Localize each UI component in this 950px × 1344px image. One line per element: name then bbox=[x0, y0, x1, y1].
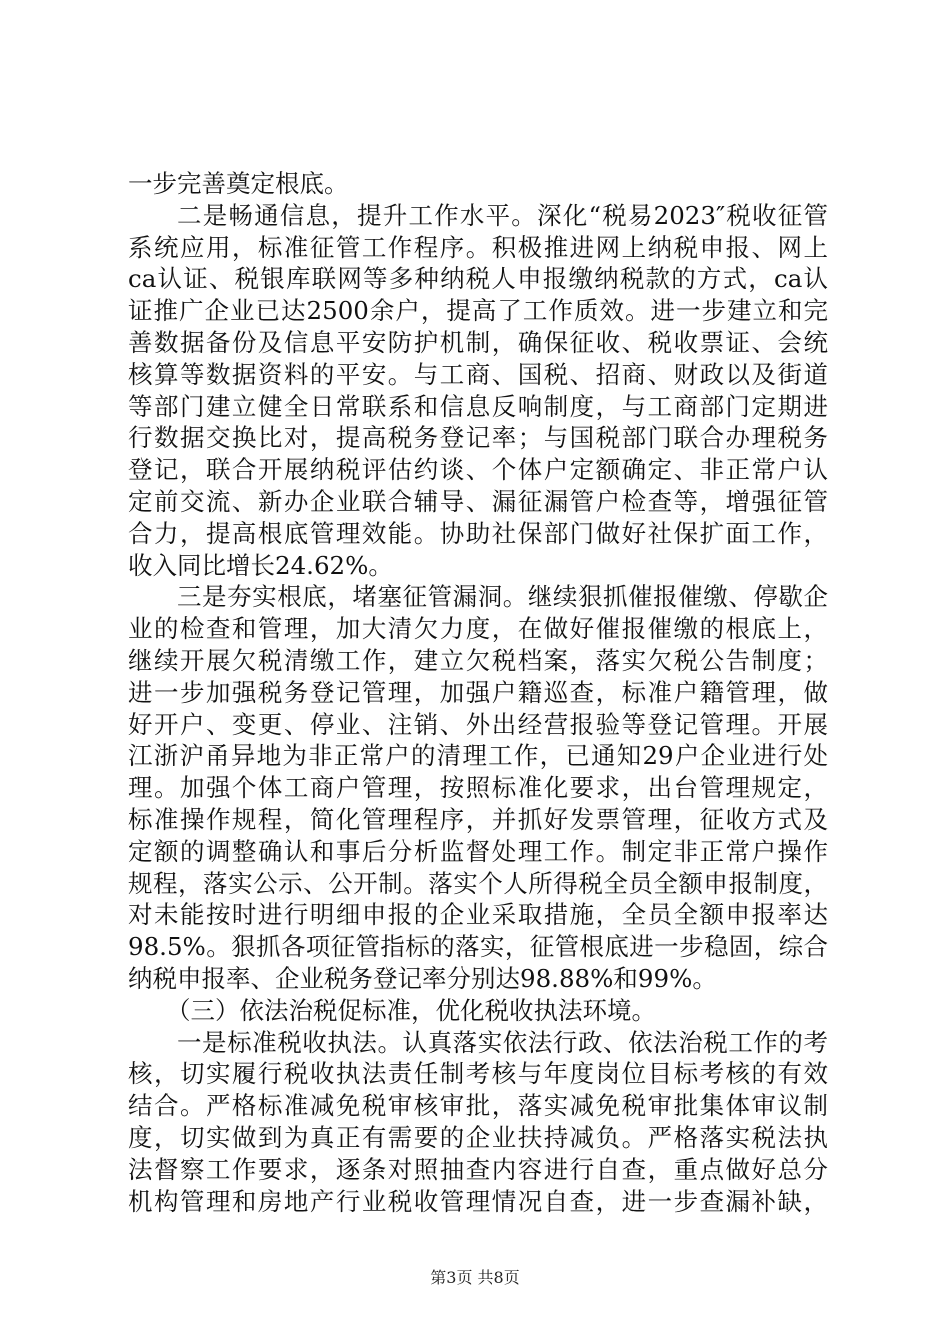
text-line: 好开户、变更、停业、注销、外出经营报验等登记管理。开展 bbox=[128, 709, 828, 739]
text-line: 继续开展欠税清缴工作，建立欠税档案，落实欠税公告制度； bbox=[128, 645, 828, 675]
text-line: 系统应用，标准征管工作程序。积极推进网上纳税申报、网上 bbox=[128, 232, 828, 262]
text-line: 法督察工作要求，逐条对照抽查内容进行自查，重点做好总分 bbox=[128, 1154, 828, 1184]
text-line: 度，切实做到为真正有需要的企业扶持减负。严格落实税法执 bbox=[128, 1122, 828, 1152]
text-line: 合力，提高根底管理效能。协助社保部门做好社保扩面工作， bbox=[128, 518, 828, 548]
document-body bbox=[128, 168, 828, 1217]
text-line: 定额的调整确认和事后分析监督处理工作。制定非正常户操作 bbox=[128, 836, 828, 866]
text-line: 三是夯实根底，堵塞征管漏洞。继续狠抓催报催缴、停歇企 bbox=[177, 582, 828, 612]
text-line: 收入同比增长24.62%。 bbox=[128, 550, 393, 580]
text-line: 结合。严格标准减免税审核审批，落实减免税审批集体审议制 bbox=[128, 1091, 828, 1121]
page-footer: 第3页 共8页 bbox=[430, 1268, 520, 1287]
text-line: 对未能按时进行明细申报的企业采取措施，全员全额申报率达 bbox=[128, 900, 828, 930]
text-line: 核算等数据资料的平安。与工商、国税、招商、财政以及街道 bbox=[128, 359, 828, 389]
text-line: 行数据交换比对，提高税务登记率；与国税部门联合办理税务 bbox=[128, 423, 828, 453]
text-line: 江浙沪甬异地为非正常户的清理工作，已通知29户企业进行处 bbox=[128, 741, 828, 771]
text-line: 善数据备份及信息平安防护机制，确保征收、税收票证、会统 bbox=[128, 327, 828, 357]
text-line: 98.5%。狠抓各项征管指标的落实，征管根底进一步稳固，综合 bbox=[128, 932, 828, 962]
text-line: 证推广企业已达2500余户，提高了工作质效。进一步建立和完 bbox=[128, 296, 828, 326]
text-line: 定前交流、新办企业联合辅导、漏征漏管户检查等，增强征管 bbox=[128, 486, 828, 516]
text-line: 纳税申报率、企业税务登记率分别达98.88%和99%。 bbox=[128, 963, 717, 993]
text-line: 机构管理和房地产行业税收管理情况自查，进一步查漏补缺， bbox=[128, 1186, 828, 1216]
text-line: 一步完善奠定根底。 bbox=[128, 169, 349, 198]
text-line: 一是标准税收执法。认真落实依法行政、依法治税工作的考 bbox=[177, 1027, 828, 1057]
text-line: 等部门建立健全日常联系和信息反响制度，与工商部门定期进 bbox=[128, 391, 828, 421]
text-line: 标准操作规程，简化管理程序，并抓好发票管理，征收方式及 bbox=[128, 804, 828, 834]
text-line: 规程，落实公示、公开制。落实个人所得税全员全额申报制度， bbox=[128, 868, 828, 898]
text-line: 理。加强个体工商户管理，按照标准化要求，出台管理规定， bbox=[128, 773, 828, 803]
text-line: 二是畅通信息，提升工作水平。深化“税易2023″税收征管 bbox=[177, 200, 828, 230]
text-line: 业的检查和管理，加大清欠力度，在做好催报催缴的根底上， bbox=[128, 614, 828, 644]
text-line: 进一步加强税务登记管理，加强户籍巡查，标准户籍管理，做 bbox=[128, 677, 828, 707]
text-line: 核，切实履行税收执法责任制考核与年度岗位目标考核的有效 bbox=[128, 1059, 828, 1089]
section-heading: （三）依法治税促标准，优化税收执法环境。 bbox=[166, 995, 656, 1025]
text-line: ca认证、税银库联网等多种纳税人申报缴纳税款的方式，ca认 bbox=[128, 264, 828, 294]
text-line: 登记，联合开展纳税评估约谈、个体户定额确定、非正常户认 bbox=[128, 455, 828, 485]
